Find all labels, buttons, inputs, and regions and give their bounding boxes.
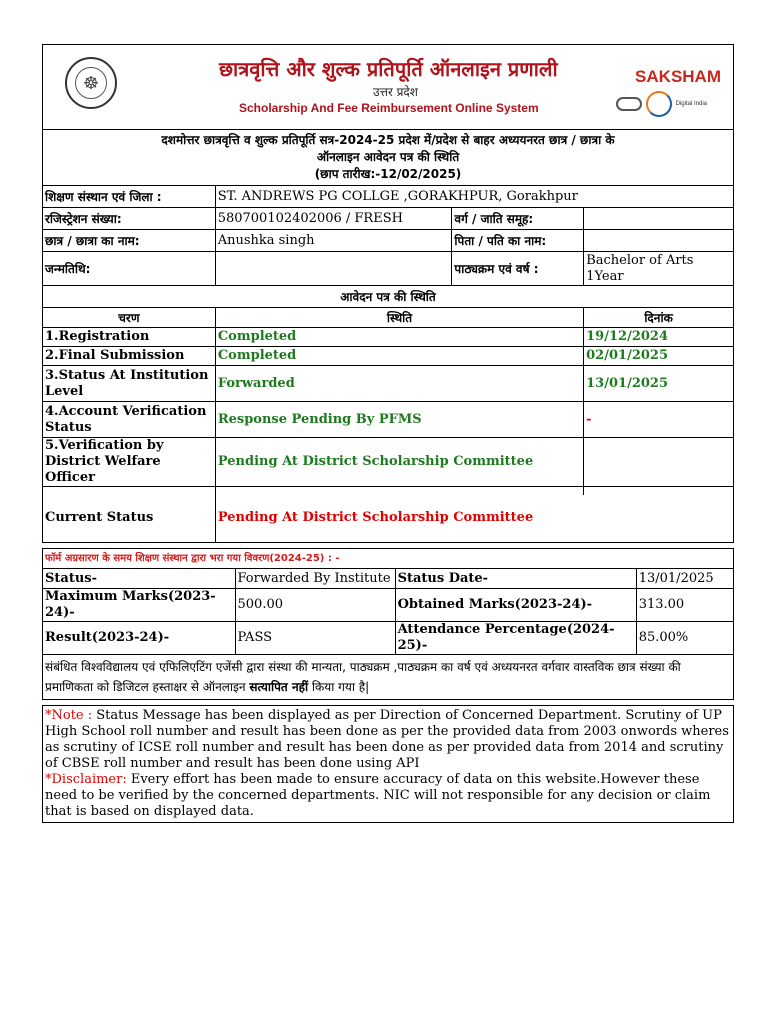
course-label: पाठ्यक्रम एवं वर्ष : xyxy=(452,252,584,286)
col-date-header: दिनांक xyxy=(584,308,734,328)
result-label: Result(2023-24)- xyxy=(43,622,236,655)
student-name-value: Anushka singh xyxy=(215,230,452,252)
table-row xyxy=(43,402,734,438)
max-marks-value: 500.00 xyxy=(235,589,395,622)
father-name-label: पिता / पति का नाम: xyxy=(452,230,584,252)
date-cell: - xyxy=(584,402,734,438)
disclaimer-label: *Disclaimer: xyxy=(45,772,127,787)
obtained-marks-value: 313.00 xyxy=(636,589,733,622)
digital-india-icon xyxy=(646,91,672,117)
document xyxy=(42,44,734,823)
dob-value xyxy=(215,252,452,286)
max-marks-label: Maximum Marks(2023-24)- xyxy=(43,589,236,622)
category-label: वर्ग / जाति समूह: xyxy=(452,208,584,230)
disclaimer-text: Every effort has been made to ensure accuracy of data on this website.However these need to be verified by the concerned departments. NIC will not responsible for any decision or claim that is based on displayed data. xyxy=(45,772,711,819)
stage-cell: 3.Status At Institution Level xyxy=(43,366,216,402)
attendance-label: Attendance Percentage(2024-25)- xyxy=(395,622,636,655)
notes-box xyxy=(42,705,734,823)
portal-title-hindi: छात्रवृत्ति और शुल्क प्रतिपूर्ति ऑनलाइन प्रणाली xyxy=(219,57,558,81)
status-cell: Completed xyxy=(215,347,583,366)
inst-status-value: Forwarded By Institute xyxy=(235,569,395,589)
note-text: Status Message has been displayed as per Direction of Concerned Department. Scrutiny of UP High School roll number and result has been done as per the provided data from 2003 onwords wheres as scrutiny of ICSE roll number and result has been done as per provided data from 2014 and scrutiny of CBSE roll number and result has been done using API xyxy=(45,708,729,771)
page-header xyxy=(42,44,734,129)
table-row xyxy=(43,347,734,366)
status-cell: Completed xyxy=(215,328,583,347)
table-row xyxy=(43,438,734,487)
portal-title-english: Scholarship And Fee Reimbursement Online System xyxy=(239,101,539,115)
gandhi-spectacles-icon xyxy=(616,97,642,111)
stage-cell: 1.Registration xyxy=(43,328,216,347)
date-cell: 13/01/2025 xyxy=(584,366,734,402)
student-name-label: छात्र / छात्रा का नाम: xyxy=(43,230,216,252)
date-cell xyxy=(584,438,734,487)
registration-label: रजिस्ट्रेशन संख्या: xyxy=(43,208,216,230)
dob-label: जन्मतिथि: xyxy=(43,252,216,286)
current-status-value: Pending At District Scholarship Committee xyxy=(215,495,733,543)
institution-value: ST. ANDREWS PG COLLGE ,GORAKHPUR, Gorakhpur xyxy=(215,186,733,208)
status-cell: Pending At District Scholarship Committee xyxy=(215,438,583,487)
digital-india-label: Digital India xyxy=(675,101,707,107)
col-stage-header: चरण xyxy=(43,308,216,328)
date-cell: 19/12/2024 xyxy=(584,328,734,347)
application-table xyxy=(42,129,734,308)
status-cell: Forwarded xyxy=(215,366,583,402)
institution-label: शिक्षण संस्थान एवं जिला : xyxy=(43,186,216,208)
saksham-logo: SAKSHAM xyxy=(635,67,721,86)
note-label: *Note : xyxy=(45,708,93,723)
result-value: PASS xyxy=(235,622,395,655)
status-date-value: 13/01/2025 xyxy=(636,569,733,589)
stage-cell: 5.Verification by District Welfare Officer xyxy=(43,438,216,487)
institute-details-table xyxy=(42,548,734,700)
document-title: दशमोत्तर छात्रवृत्ति व शुल्क प्रतिपूर्ति सत्र-2024-25 प्रदेश में/प्रदेश से बाहर अध्ययनरत छात्र / छात्रा के ऑनलाइन आवेदन पत्र की स्थिति (छाप तारीख:-12/02/2025) xyxy=(43,130,734,186)
category-value xyxy=(584,208,734,230)
attendance-value: 85.00% xyxy=(636,622,733,655)
inst-status-label: Status- xyxy=(43,569,236,589)
obtained-marks-label: Obtained Marks(2023-24)- xyxy=(395,589,636,622)
table-row xyxy=(43,328,734,347)
status-cell: Response Pending By PFMS xyxy=(215,402,583,438)
course-value: Bachelor of Arts 1Year xyxy=(584,252,734,286)
registration-value: 580700102402006 / FRESH xyxy=(215,208,452,230)
table-row xyxy=(43,366,734,402)
date-cell: 02/01/2025 xyxy=(584,347,734,366)
father-name-value xyxy=(584,230,734,252)
current-status-label: Current Status xyxy=(43,495,216,543)
institute-section-heading: फॉर्म अग्रसारण के समय शिक्षण संस्थान द्वारा भरा गया विवरण(2024-25) : - xyxy=(43,549,734,569)
verification-disclaimer: संबंधित विश्वविद्यालय एवं एफिलिएटिंग एजेंसी द्वारा संस्था की मान्यता, पाठ्यक्रम ,पाठ्यक्रम का वर्ष एवं अध्ययनरत वर्गवार वास्तविक छात्र संख्या की प्रमाणिकता को डिजिटल हस्ताक्षर से ऑनलाइन सत्यापित नहीं किया गया है| xyxy=(43,655,734,700)
status-table xyxy=(42,307,734,543)
status-section-heading: आवेदन पत्र की स्थिति xyxy=(43,286,734,308)
stage-cell: 4.Account Verification Status xyxy=(43,402,216,438)
stage-cell: 2.Final Submission xyxy=(43,347,216,366)
status-date-label: Status Date- xyxy=(395,569,636,589)
up-govt-emblem-icon: ☸ xyxy=(65,57,117,109)
col-status-header: स्थिति xyxy=(215,308,583,328)
state-name-hindi: उत्तर प्रदेश xyxy=(373,85,418,99)
